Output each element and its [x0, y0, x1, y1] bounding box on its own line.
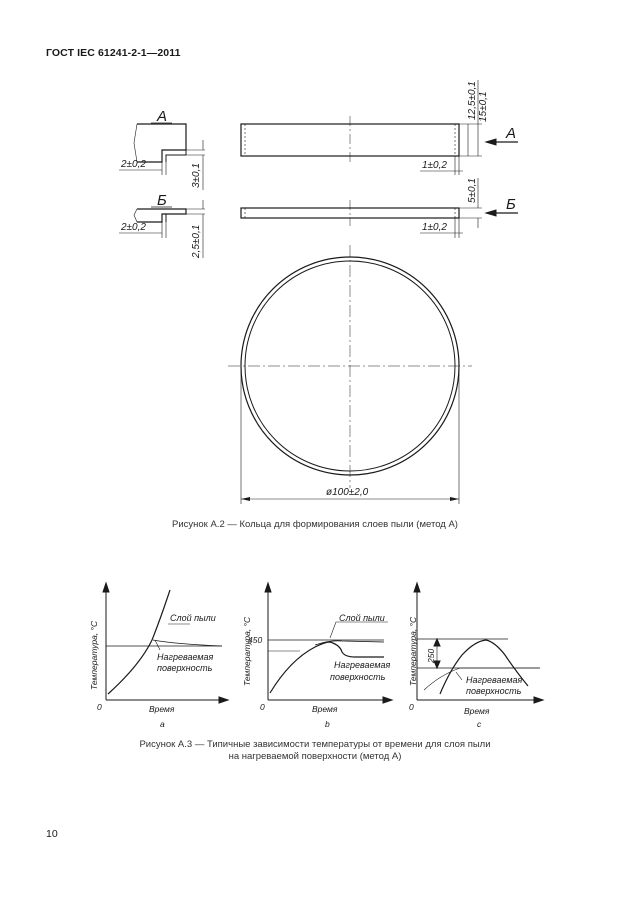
graph-a-layer: Слой пыли [170, 613, 216, 623]
ring-a-h2: 15±0,1 [478, 91, 489, 122]
ring-a-wall: 1±0,2 [422, 160, 447, 171]
graph-a-surface-1: Нагреваемая [157, 652, 214, 662]
graph-b-surface-1: Нагреваемая [334, 660, 391, 670]
graph-c-xlabel: Время [464, 706, 490, 716]
graph-b-origin: 0 [260, 702, 265, 712]
graph-b-ylabel: Температура, °C [242, 616, 252, 686]
ring-b-h1: 5±0,1 [467, 178, 478, 203]
figure-a3-caption-line2: на нагреваемой поверхности (метод А) [228, 751, 402, 762]
graph-a [103, 583, 228, 703]
ring-b-arrow-label: Б [506, 196, 516, 213]
graph-a-xlabel: Время [149, 704, 175, 714]
detail-a-width: 2±0,2 [121, 159, 146, 170]
ring-b-wall: 1±0,2 [422, 222, 447, 233]
graph-a-panel: а [160, 719, 165, 729]
page-number: 10 [46, 828, 58, 840]
graph-b-surface-2: поверхность [330, 672, 386, 682]
graph-b [265, 583, 392, 703]
graph-c-value: 250 [426, 648, 436, 663]
graph-a-origin: 0 [97, 702, 102, 712]
diameter-label: ø100±2,0 [326, 487, 369, 498]
figure-a3-caption-line1: Рисунок А.3 — Типичные зависимости температуры от времени для слоя пыли [139, 739, 491, 750]
graph-b-value: 450 [248, 635, 263, 645]
detail-b-label: Б [157, 192, 167, 209]
detail-b-width: 2±0,2 [121, 222, 146, 233]
graph-a-ylabel: Температура, °C [89, 620, 99, 690]
graph-c-panel: с [477, 719, 482, 729]
graph-b-xlabel: Время [312, 704, 338, 714]
document-header: ГОСТ IEC 61241-2-1—2011 [46, 47, 181, 59]
graph-c-ylabel: Температура, °C [408, 616, 418, 686]
detail-a-height: 3±0,1 [191, 163, 202, 188]
figure-a2-caption: Рисунок А.2 — Кольца для формирования слоев пыли (метод А) [172, 519, 458, 530]
graph-c [414, 583, 543, 703]
graph-c-surface-1: Нагреваемая [466, 675, 523, 685]
graph-a-surface-2: поверхность [157, 663, 213, 673]
ring-a-arrow-label: А [506, 125, 517, 142]
ring-top-view [228, 245, 472, 504]
ring-a-h1: 12,5±0,1 [467, 81, 478, 120]
graph-b-layer: Слой пыли [339, 613, 385, 623]
detail-a-label: А [157, 108, 168, 125]
graph-c-origin: 0 [409, 702, 414, 712]
graph-c-surface-2: поверхность [466, 686, 522, 696]
detail-b-height: 2,5±0,1 [191, 224, 202, 258]
graph-b-panel: b [325, 719, 330, 729]
